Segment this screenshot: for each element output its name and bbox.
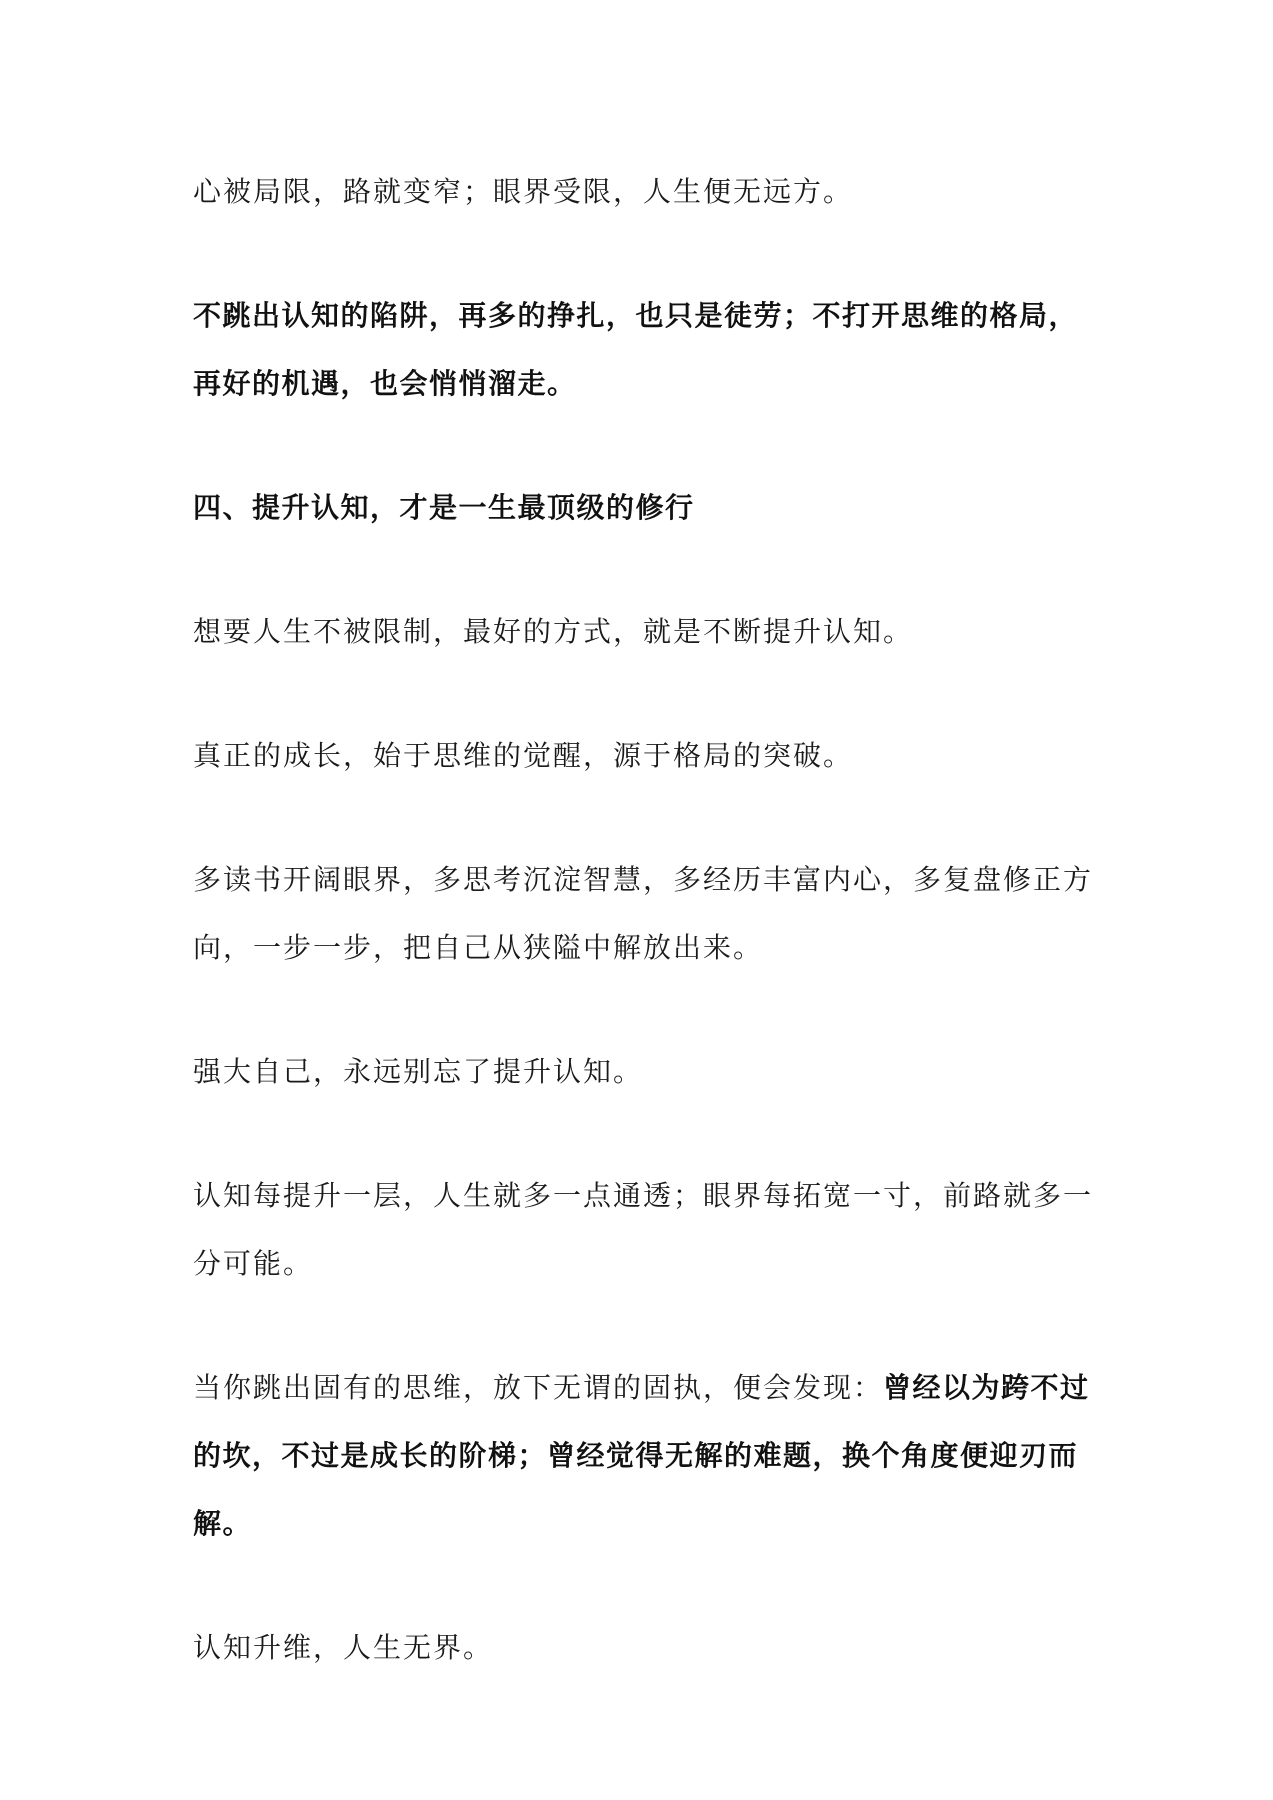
paragraph-4: 真正的成长，始于思维的觉醒，源于格局的突破。 (193, 739, 854, 772)
paragraph-9: 认知升维，人生无界。 (193, 1631, 494, 1664)
paragraph-7-line-2: 分可能。 (193, 1247, 314, 1280)
paragraph-8-bold-text-1: 曾经以为跨不过 (883, 1371, 1090, 1404)
paragraph-8 (193, 1354, 1093, 1558)
paragraph-6: 强大自己，永远别忘了提升认知。 (193, 1055, 644, 1088)
paragraph-8-line-1 (193, 1354, 1093, 1422)
paragraph-3: 想要人生不被限制，最好的方式，就是不断提升认知。 (193, 615, 914, 648)
paragraph-5 (193, 846, 1093, 982)
section-heading: 四、提升认知，才是一生最顶级的修行 (193, 491, 695, 524)
paragraph-8-bold-text-3: 解。 (193, 1507, 253, 1540)
paragraph-7-line-1: 认知每提升一层，人生就多一点通透；眼界每拓宽一寸，前路就多一 (193, 1179, 1094, 1212)
paragraph-2-line-1: 不跳出认知的陷阱，再多的挣扎，也只是徒劳；不打开思维的格局， (193, 299, 1079, 332)
paragraph-5-line-2: 向，一步一步，把自己从狭隘中解放出来。 (193, 931, 764, 964)
paragraph-1: 心被局限，路就变窄；眼界受限，人生便无远方。 (193, 175, 854, 208)
paragraph-7 (193, 1162, 1093, 1298)
paragraph-8-normal-text: 当你跳出固有的思维，放下无谓的固执，便会发现： (193, 1371, 884, 1404)
paragraph-2-bold (193, 282, 1093, 418)
paragraph-5-line-1: 多读书开阔眼界，多思考沉淀智慧，多经历丰富内心，多复盘修正方 (193, 863, 1094, 896)
document-body (193, 158, 1093, 1738)
paragraph-2-line-2: 再好的机遇，也会悄悄溜走。 (193, 367, 577, 400)
paragraph-8-bold-text-2: 的坎，不过是成长的阶梯；曾经觉得无解的难题，换个角度便迎刃而 (193, 1439, 1079, 1472)
